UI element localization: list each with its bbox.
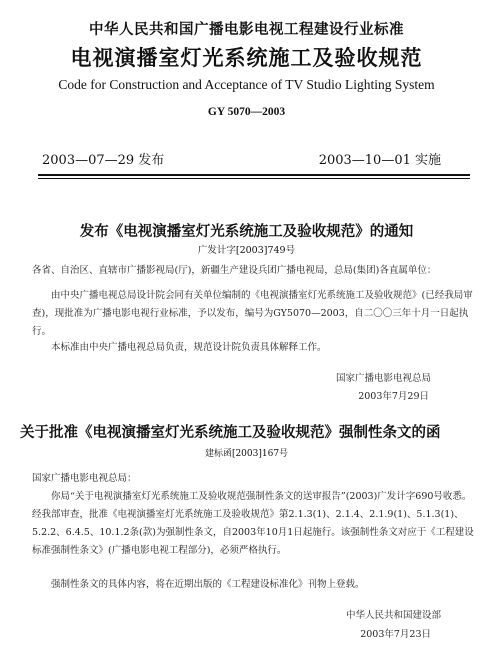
letter-reference: 建标函[2003]167号 — [204, 449, 289, 459]
letter-date: 2003年7月23日 — [360, 629, 431, 640]
standard-code: GY 5070—2003 — [207, 106, 286, 118]
notice-body: 由中央广播电视总局设计院会同有关单位编制的《电视演播室灯光系统施工及验收规范》(已经我局审查)，现批准为广播电影电视行业标准，予以发布，编号为GY5070—2003，自二〇〇三年十月一日起执行。 — [32, 290, 473, 337]
notice-recipients: 各省、自治区、直辖市广播影视局(厅)，新疆生产建设兵团广播电视局，总局(集团)各直属单位： — [32, 265, 437, 276]
issue-date: 2003—07—29 发布 — [42, 153, 165, 168]
letter-recipient: 国家广播电影电视总局： — [32, 473, 137, 484]
notice-closing: 本标准由中央广播电视总局负责，规范设计院负责具体解释工作。 — [51, 342, 327, 353]
standard-category: 中华人民共和国广播电影电视工程建设行业标准 — [89, 21, 404, 38]
english-title: Code for Construction and Acceptance of TV Studio Lighting System — [58, 77, 435, 92]
document-title: 电视演播室灯光系统施工及验收规范 — [70, 45, 423, 70]
letter-body-publication: 强制性条文的具体内容，将在近期出版的《工程建设标准化》刊物上登载。 — [51, 579, 365, 590]
header-rule-thick — [38, 174, 470, 176]
effective-date: 2003—10—01 实施 — [318, 153, 441, 168]
notice-date: 2003年7月29日 — [358, 391, 429, 402]
notice-signer: 国家广播电影电视总局 — [335, 373, 431, 384]
notice-reference: 广发计字[2003]749号 — [197, 245, 296, 256]
letter-signer: 中华人民共和国建设部 — [345, 610, 441, 621]
letter-body: 你局“关于电视演播室灯光系统施工及验收规范强制性条文的送审报告”(2003)广发计字690号收悉。经我部审查，批准《电视演播室灯光系统施工及验收规范》第2.1.3(1)、2.1.4、2.1.9(1)、5.1.3(1)、5.2.2、6.4.5、10.1.2条(款)为强制性条文，自2003年10月1日起施行。该强制性条文对应于《工程建设标准强制性条文》(广播电影电视工程部分)，必须严格执行。 — [32, 491, 474, 556]
header-rule-thin — [38, 178, 470, 179]
notice-title: 发布《电视演播室灯光系统施工及验收规范》的通知 — [79, 223, 414, 240]
letter-title: 关于批准《电视演播室灯光系统施工及验收规范》强制性条文的函 — [20, 424, 441, 441]
